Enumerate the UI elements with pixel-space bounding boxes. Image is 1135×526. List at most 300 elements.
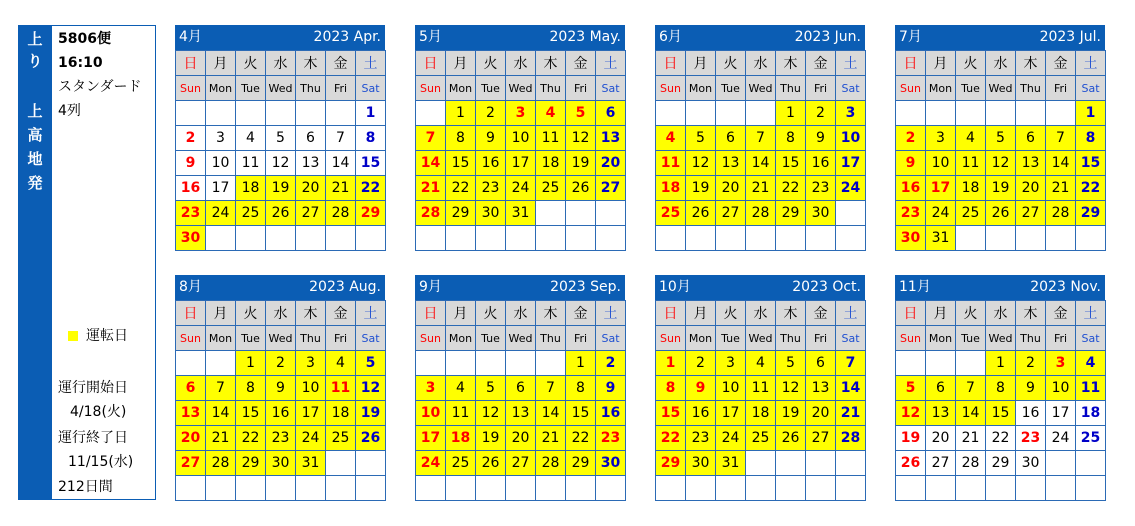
weekday-en-header: Sat: [356, 76, 386, 101]
empty-cell: [236, 226, 266, 251]
day-cell: 17: [506, 151, 536, 176]
seat-type: スタンダード: [58, 79, 142, 95]
weekday-jp-header: 木: [296, 301, 326, 326]
day-cell: 17: [206, 176, 236, 201]
day-cell: 31: [716, 451, 746, 476]
weekday-en-header: Mon: [446, 76, 476, 101]
empty-cell: [926, 351, 956, 376]
empty-cell: [1046, 451, 1076, 476]
weekday-jp-header: 月: [446, 51, 476, 76]
month-header: [415, 25, 625, 50]
empty-cell: [1016, 226, 1046, 251]
day-cell: 2: [176, 126, 206, 151]
month-label-en: 2023 Nov.: [1030, 279, 1101, 295]
empty-cell: [1016, 101, 1046, 126]
weekday-en-header: Sun: [176, 76, 206, 101]
empty-cell: [1046, 101, 1076, 126]
weekday-en-header: Mon: [686, 76, 716, 101]
day-cell: 9: [806, 126, 836, 151]
weekday-en-header: Sat: [836, 76, 866, 101]
day-cell: 25: [326, 426, 356, 451]
empty-cell: [476, 476, 506, 501]
empty-cell: [536, 226, 566, 251]
empty-cell: [956, 351, 986, 376]
day-cell: 21: [536, 426, 566, 451]
weekday-jp-header: 金: [326, 301, 356, 326]
day-grid: [655, 300, 866, 501]
empty-cell: [746, 476, 776, 501]
weekday-en-header: Sat: [596, 326, 626, 351]
day-cell: 25: [236, 201, 266, 226]
weekday-jp-header: 土: [836, 51, 866, 76]
day-cell: 26: [266, 201, 296, 226]
day-cell: 3: [926, 126, 956, 151]
empty-cell: [506, 226, 536, 251]
day-cell: 28: [416, 201, 446, 226]
day-cell: 27: [1016, 201, 1046, 226]
empty-cell: [266, 476, 296, 501]
day-cell: 23: [266, 426, 296, 451]
weekday-en-header: Thu: [1016, 76, 1046, 101]
day-grid: [415, 300, 626, 501]
weekday-en-header: Sat: [836, 326, 866, 351]
weekday-en-header: Wed: [506, 76, 536, 101]
day-cell: 8: [446, 126, 476, 151]
day-cell: 23: [896, 201, 926, 226]
weekday-jp-header: 水: [746, 301, 776, 326]
empty-cell: [1076, 476, 1106, 501]
empty-cell: [836, 226, 866, 251]
day-cell: 22: [566, 426, 596, 451]
day-cell: 20: [296, 176, 326, 201]
weekday-jp-header: 火: [476, 301, 506, 326]
month-calendar: [895, 25, 1105, 250]
day-cell: 24: [206, 201, 236, 226]
day-cell: 28: [536, 451, 566, 476]
day-cell: 6: [1016, 126, 1046, 151]
day-cell: 27: [806, 426, 836, 451]
empty-cell: [326, 451, 356, 476]
day-cell: 19: [356, 401, 386, 426]
weekday-jp-header: 日: [416, 51, 446, 76]
day-cell: 30: [896, 226, 926, 251]
day-cell: 4: [326, 351, 356, 376]
day-cell: 27: [716, 201, 746, 226]
day-cell: 19: [266, 176, 296, 201]
month-header: [415, 275, 625, 300]
empty-cell: [896, 351, 926, 376]
day-cell: 19: [896, 426, 926, 451]
empty-cell: [206, 476, 236, 501]
day-cell: 18: [236, 176, 266, 201]
day-cell: 8: [1076, 126, 1106, 151]
day-cell: 11: [656, 151, 686, 176]
weekday-jp-header: 水: [506, 51, 536, 76]
month-header: [655, 275, 865, 300]
weekday-jp-header: 水: [266, 301, 296, 326]
weekday-en-header: Fri: [326, 326, 356, 351]
empty-cell: [446, 226, 476, 251]
weekday-en-header: Mon: [926, 326, 956, 351]
weekday-en-header: Thu: [296, 326, 326, 351]
day-cell: 10: [716, 376, 746, 401]
day-cell: 4: [236, 126, 266, 151]
empty-cell: [836, 476, 866, 501]
day-cell: 24: [296, 426, 326, 451]
day-cell: 8: [236, 376, 266, 401]
day-cell: 17: [836, 151, 866, 176]
day-cell: 21: [416, 176, 446, 201]
day-grid: [415, 50, 626, 251]
weekday-en-header: Tue: [716, 76, 746, 101]
empty-cell: [446, 351, 476, 376]
empty-cell: [176, 476, 206, 501]
train-number: 5806便: [58, 31, 111, 47]
day-cell: 29: [1076, 201, 1106, 226]
day-cell: 6: [716, 126, 746, 151]
month-label-jp: 6月: [659, 29, 682, 45]
empty-cell: [206, 226, 236, 251]
empty-cell: [986, 226, 1016, 251]
weekday-en-header: Sat: [1076, 76, 1106, 101]
day-cell: 24: [506, 176, 536, 201]
weekday-jp-header: 木: [1016, 51, 1046, 76]
empty-cell: [776, 226, 806, 251]
day-cell: 18: [326, 401, 356, 426]
day-cell: 29: [566, 451, 596, 476]
empty-cell: [1046, 476, 1076, 501]
day-cell: 2: [806, 101, 836, 126]
day-cell: 11: [536, 126, 566, 151]
day-cell: 11: [446, 401, 476, 426]
month-label-en: 2023 May.: [549, 29, 621, 45]
day-cell: 30: [686, 451, 716, 476]
day-cell: 12: [686, 151, 716, 176]
weekday-jp-header: 日: [656, 301, 686, 326]
weekday-jp-header: 金: [806, 51, 836, 76]
day-cell: 1: [986, 351, 1016, 376]
day-cell: 12: [986, 151, 1016, 176]
day-cell: 8: [986, 376, 1016, 401]
seat-rows: 4列: [58, 103, 81, 119]
month-label-en: 2023 Oct.: [792, 279, 861, 295]
day-cell: 17: [1046, 401, 1076, 426]
day-cell: 30: [476, 201, 506, 226]
empty-cell: [1076, 451, 1106, 476]
day-cell: 7: [956, 376, 986, 401]
weekday-jp-header: 金: [566, 51, 596, 76]
weekday-en-header: Wed: [746, 76, 776, 101]
start-date: 4/18(火): [70, 404, 127, 420]
weekday-jp-header: 日: [656, 51, 686, 76]
service-details: [52, 25, 156, 500]
weekday-en-header: Thu: [296, 76, 326, 101]
empty-cell: [986, 476, 1016, 501]
month-label-en: 2023 Sep.: [550, 279, 621, 295]
day-cell: 18: [446, 426, 476, 451]
weekday-jp-header: 火: [716, 51, 746, 76]
day-cell: 5: [686, 126, 716, 151]
day-cell: 5: [356, 351, 386, 376]
day-cell: 4: [956, 126, 986, 151]
empty-cell: [476, 226, 506, 251]
day-cell: 10: [836, 126, 866, 151]
day-cell: 7: [206, 376, 236, 401]
day-cell: 22: [656, 426, 686, 451]
day-cell: 11: [746, 376, 776, 401]
weekday-en-header: Fri: [1046, 76, 1076, 101]
empty-cell: [566, 476, 596, 501]
day-cell: 4: [746, 351, 776, 376]
weekday-en-header: Thu: [776, 326, 806, 351]
weekday-en-header: Sun: [176, 326, 206, 351]
weekday-jp-header: 木: [1016, 301, 1046, 326]
empty-cell: [176, 101, 206, 126]
end-label: 運行終了日: [58, 430, 128, 446]
day-cell: 30: [1016, 451, 1046, 476]
day-cell: 16: [896, 176, 926, 201]
empty-cell: [596, 201, 626, 226]
day-cell: 3: [206, 126, 236, 151]
weekday-jp-header: 火: [236, 51, 266, 76]
weekday-en-header: Fri: [806, 76, 836, 101]
day-cell: 8: [656, 376, 686, 401]
day-cell: 7: [416, 126, 446, 151]
day-cell: 2: [476, 101, 506, 126]
day-cell: 9: [176, 151, 206, 176]
day-cell: 18: [1076, 401, 1106, 426]
day-cell: 15: [446, 151, 476, 176]
month-header: [175, 25, 385, 50]
day-cell: 12: [356, 376, 386, 401]
day-cell: 22: [356, 176, 386, 201]
day-cell: 19: [776, 401, 806, 426]
empty-cell: [596, 226, 626, 251]
empty-cell: [296, 101, 326, 126]
weekday-jp-header: 土: [596, 51, 626, 76]
day-grid: [655, 50, 866, 251]
weekday-en-header: Sun: [416, 76, 446, 101]
weekday-jp-header: 木: [776, 51, 806, 76]
weekday-en-header: Sun: [896, 76, 926, 101]
empty-cell: [956, 101, 986, 126]
weekday-en-header: Wed: [746, 326, 776, 351]
day-cell: 13: [926, 401, 956, 426]
empty-cell: [566, 226, 596, 251]
day-cell: 13: [806, 376, 836, 401]
day-cell: 15: [566, 401, 596, 426]
start-label: 運行開始日: [58, 380, 128, 396]
day-cell: 21: [206, 426, 236, 451]
day-cell: 11: [1076, 376, 1106, 401]
weekday-jp-header: 火: [716, 301, 746, 326]
empty-cell: [896, 101, 926, 126]
day-cell: 10: [206, 151, 236, 176]
day-cell: 31: [296, 451, 326, 476]
day-cell: 14: [1046, 151, 1076, 176]
day-cell: 20: [716, 176, 746, 201]
day-cell: 14: [206, 401, 236, 426]
day-cell: 13: [716, 151, 746, 176]
day-cell: 2: [1016, 351, 1046, 376]
month-calendar: [415, 25, 625, 250]
day-cell: 27: [926, 451, 956, 476]
weekday-en-header: Sun: [656, 326, 686, 351]
day-cell: 10: [296, 376, 326, 401]
weekday-en-header: Mon: [686, 326, 716, 351]
weekday-jp-header: 月: [446, 301, 476, 326]
empty-cell: [806, 226, 836, 251]
day-cell: 15: [1076, 151, 1106, 176]
empty-cell: [986, 101, 1016, 126]
day-cell: 20: [926, 426, 956, 451]
weekday-jp-header: 火: [956, 301, 986, 326]
day-cell: 8: [566, 376, 596, 401]
day-cell: 6: [296, 126, 326, 151]
empty-cell: [326, 476, 356, 501]
empty-cell: [716, 101, 746, 126]
day-cell: 14: [956, 401, 986, 426]
day-cell: 16: [476, 151, 506, 176]
weekday-jp-header: 水: [986, 51, 1016, 76]
weekday-jp-header: 日: [176, 51, 206, 76]
weekday-jp-header: 金: [1046, 51, 1076, 76]
empty-cell: [536, 476, 566, 501]
empty-cell: [266, 226, 296, 251]
day-cell: 19: [566, 151, 596, 176]
empty-cell: [236, 476, 266, 501]
day-cell: 31: [926, 226, 956, 251]
empty-cell: [506, 476, 536, 501]
weekday-en-header: Wed: [986, 76, 1016, 101]
weekday-jp-header: 月: [926, 301, 956, 326]
weekday-jp-header: 金: [1046, 301, 1076, 326]
weekday-en-header: Tue: [236, 76, 266, 101]
day-cell: 5: [776, 351, 806, 376]
day-cell: 27: [596, 176, 626, 201]
day-cell: 22: [776, 176, 806, 201]
day-cell: 4: [446, 376, 476, 401]
empty-cell: [536, 201, 566, 226]
weekday-jp-header: 水: [746, 51, 776, 76]
day-cell: 18: [656, 176, 686, 201]
month-header: [895, 275, 1105, 300]
day-cell: 23: [596, 426, 626, 451]
day-cell: 13: [296, 151, 326, 176]
weekday-jp-header: 日: [416, 301, 446, 326]
day-cell: 5: [266, 126, 296, 151]
day-cell: 23: [1016, 426, 1046, 451]
day-cell: 1: [1076, 101, 1106, 126]
weekday-jp-header: 月: [206, 51, 236, 76]
weekday-jp-header: 木: [536, 301, 566, 326]
day-cell: 6: [176, 376, 206, 401]
day-cell: 1: [656, 351, 686, 376]
day-grid: [895, 50, 1106, 251]
month-label-jp: 4月: [179, 29, 202, 45]
day-cell: 1: [776, 101, 806, 126]
weekday-jp-header: 土: [836, 301, 866, 326]
weekday-en-header: Tue: [716, 326, 746, 351]
weekday-en-header: Tue: [476, 326, 506, 351]
month-label-en: 2023 Aug.: [309, 279, 381, 295]
day-cell: 4: [656, 126, 686, 151]
month-calendar: [175, 25, 385, 250]
empty-cell: [326, 226, 356, 251]
day-cell: 29: [446, 201, 476, 226]
empty-cell: [416, 101, 446, 126]
day-cell: 20: [596, 151, 626, 176]
day-cell: 14: [326, 151, 356, 176]
empty-cell: [1016, 476, 1046, 501]
day-cell: 19: [986, 176, 1016, 201]
weekday-jp-header: 月: [686, 51, 716, 76]
day-cell: 26: [776, 426, 806, 451]
day-cell: 6: [806, 351, 836, 376]
empty-cell: [176, 351, 206, 376]
weekday-en-header: Wed: [266, 76, 296, 101]
day-cell: 12: [776, 376, 806, 401]
weekday-en-header: Mon: [926, 76, 956, 101]
day-cell: 18: [746, 401, 776, 426]
day-cell: 1: [236, 351, 266, 376]
day-cell: 12: [566, 126, 596, 151]
weekday-en-header: Tue: [236, 326, 266, 351]
empty-cell: [686, 101, 716, 126]
day-cell: 16: [266, 401, 296, 426]
day-cell: 3: [1046, 351, 1076, 376]
day-cell: 15: [236, 401, 266, 426]
day-cell: 29: [656, 451, 686, 476]
day-cell: 3: [416, 376, 446, 401]
weekday-jp-header: 月: [926, 51, 956, 76]
day-cell: 26: [686, 201, 716, 226]
day-cell: 10: [926, 151, 956, 176]
day-cell: 1: [446, 101, 476, 126]
weekday-en-header: Sun: [656, 76, 686, 101]
day-cell: 7: [746, 126, 776, 151]
empty-cell: [956, 226, 986, 251]
day-cell: 4: [1076, 351, 1106, 376]
day-cell: 7: [536, 376, 566, 401]
weekday-jp-header: 金: [806, 301, 836, 326]
day-grid: [175, 300, 386, 501]
weekday-en-header: Sun: [416, 326, 446, 351]
day-cell: 28: [956, 451, 986, 476]
day-cell: 18: [956, 176, 986, 201]
day-cell: 30: [596, 451, 626, 476]
day-cell: 21: [326, 176, 356, 201]
month-calendar: [175, 275, 385, 500]
weekday-jp-header: 土: [1076, 51, 1106, 76]
day-cell: 16: [686, 401, 716, 426]
weekday-en-header: Thu: [536, 326, 566, 351]
weekday-en-header: Mon: [206, 76, 236, 101]
day-cell: 13: [1016, 151, 1046, 176]
empty-cell: [806, 476, 836, 501]
day-cell: 2: [686, 351, 716, 376]
empty-cell: [776, 451, 806, 476]
day-cell: 27: [296, 201, 326, 226]
day-cell: 28: [746, 201, 776, 226]
day-cell: 22: [236, 426, 266, 451]
day-cell: 2: [266, 351, 296, 376]
day-cell: 12: [476, 401, 506, 426]
day-cell: 16: [596, 401, 626, 426]
weekday-en-header: Fri: [1046, 326, 1076, 351]
month-header: [895, 25, 1105, 50]
empty-cell: [416, 226, 446, 251]
